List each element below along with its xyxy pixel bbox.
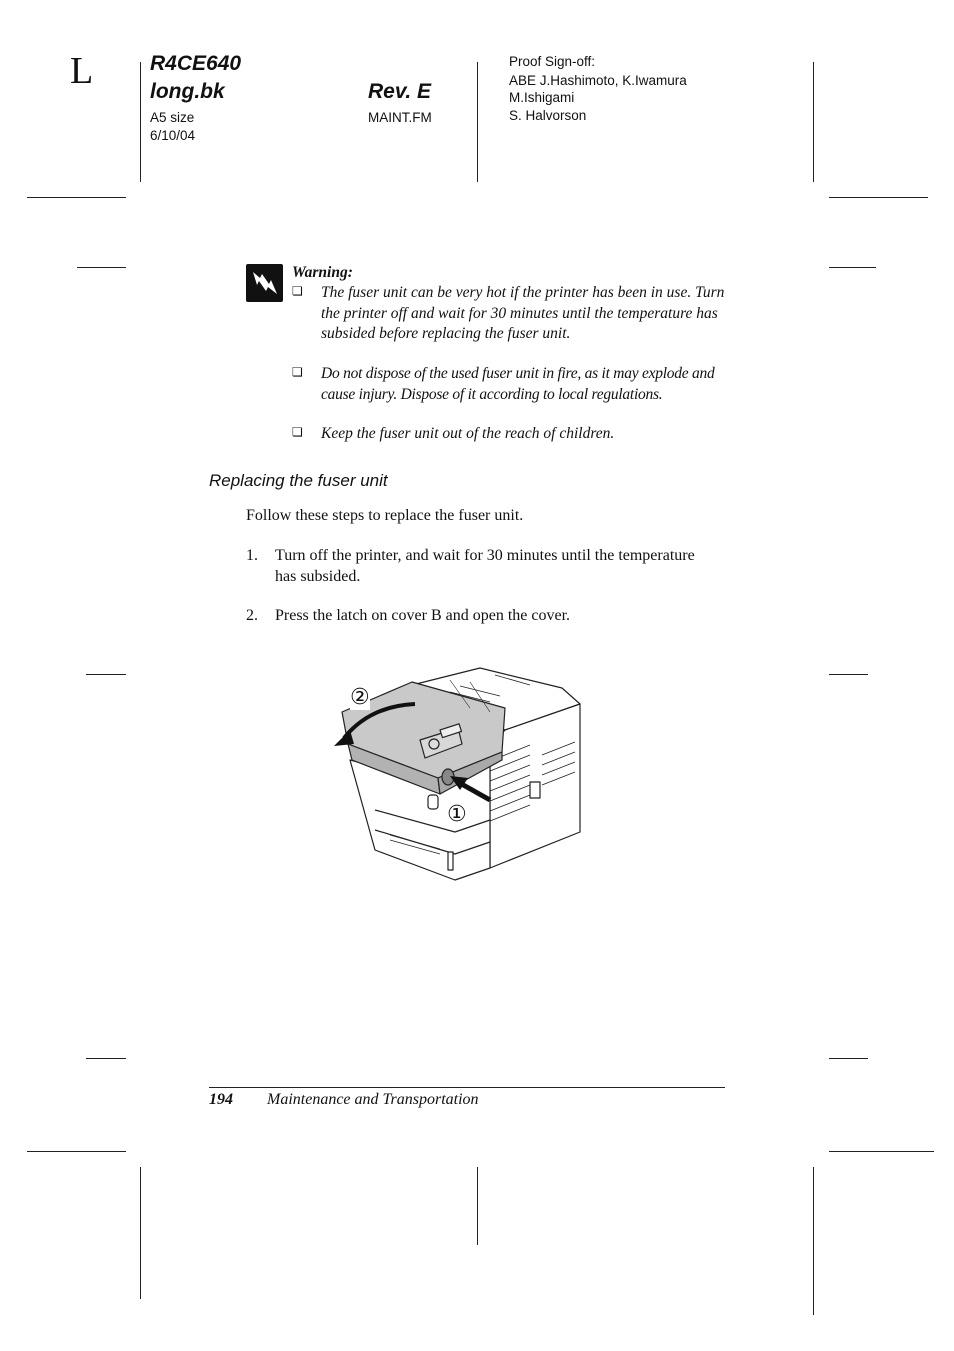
header-date: 6/10/04: [150, 128, 196, 143]
crop-mark: [829, 197, 928, 198]
step-number: 1.: [246, 547, 258, 564]
callout-two-icon: ②: [350, 685, 370, 710]
crop-mark: [829, 674, 868, 675]
crop-mark: [86, 1058, 126, 1059]
chapter-title: Maintenance and Transportation: [267, 1091, 479, 1108]
checkbox-bullet-icon: ❏: [292, 365, 303, 379]
warning-item: Do not dispose of the used fuser unit in fire, as it may explode and cause injury. Dispose of it according to local regulations.: [321, 365, 715, 403]
printer-illustration: [330, 660, 585, 885]
crop-mark: [477, 1167, 478, 1245]
crop-mark: [140, 1167, 141, 1299]
crop-mark: [829, 1151, 934, 1152]
warning-item: Keep the fuser unit out of the reach of children.: [321, 425, 615, 442]
crop-mark: [140, 62, 141, 182]
book-name: long.bk: [150, 80, 225, 103]
crop-mark: [813, 1167, 814, 1315]
crop-mark: [27, 197, 126, 198]
left-page-marker: L: [70, 50, 94, 92]
warning-item: The fuser unit can be very hot if the printer has been in use. Turn the printer off and wait for 30 minutes until the temperature has subsided before replacing the fuser unit.: [321, 284, 725, 342]
section-heading: Replacing the fuser unit: [209, 471, 388, 490]
proof-title: Proof Sign-off:: [509, 54, 596, 69]
checkbox-bullet-icon: ❏: [292, 425, 303, 439]
proof-signer: M.Ishigami: [509, 90, 575, 105]
crop-mark: [77, 267, 126, 268]
crop-mark: [829, 1058, 868, 1059]
warning-title: Warning:: [292, 264, 353, 281]
step-text: Turn off the printer, and wait for 30 minutes until the temperature has subsided.: [275, 547, 695, 585]
callout-one-icon: ①: [447, 802, 467, 827]
warning-lightning-icon: [246, 264, 283, 302]
revision: Rev. E: [368, 80, 432, 103]
proof-signer: S. Halvorson: [509, 108, 587, 123]
proof-signer: ABE J.Hashimoto, K.Iwamura: [509, 73, 687, 88]
step-text: Press the latch on cover B and open the cover.: [275, 607, 571, 624]
page-number: 194: [209, 1091, 233, 1108]
crop-mark: [829, 267, 876, 268]
checkbox-bullet-icon: ❏: [292, 284, 303, 298]
step-number: 2.: [246, 607, 258, 624]
crop-mark: [27, 1151, 126, 1152]
crop-mark: [477, 62, 478, 182]
footer-rule: [209, 1087, 725, 1088]
crop-mark: [86, 674, 126, 675]
page-size: A5 size: [150, 110, 195, 125]
intro-text: Follow these steps to replace the fuser unit.: [246, 507, 524, 524]
crop-mark: [813, 62, 814, 182]
file-name: MAINT.FM: [368, 110, 432, 125]
model-name: R4CE640: [150, 52, 242, 75]
